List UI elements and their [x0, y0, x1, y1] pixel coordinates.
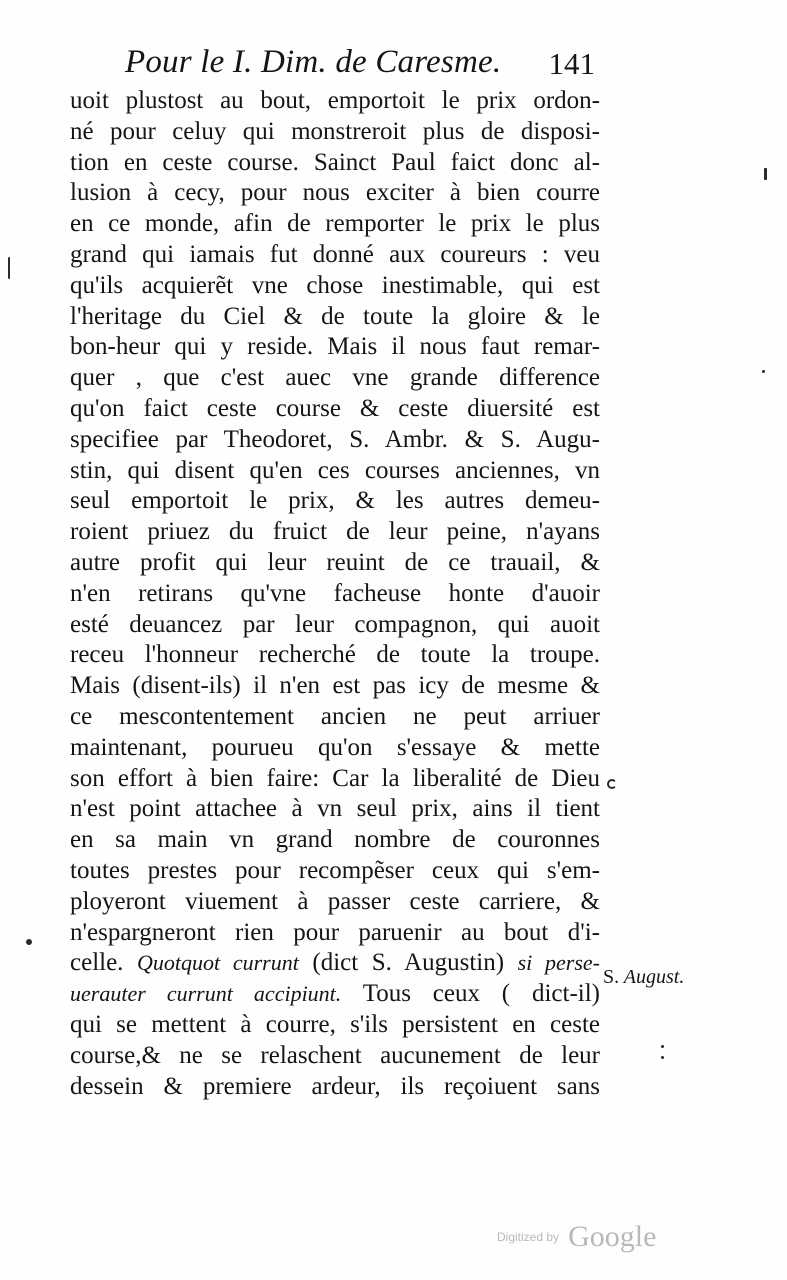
text-line: receu l'honneur recherché de toute la troupe. [70, 641, 600, 669]
text-line: toutes prestes pour recompẽser ceux qui s'em- [70, 856, 600, 884]
text-line: specifiee par Theodoret, S. Ambr. & S. Augu- [70, 425, 600, 453]
latin-line [70, 979, 600, 1010]
ink-speck [661, 1045, 664, 1048]
page-number: 141 [548, 46, 595, 81]
quotation-line [70, 948, 600, 979]
text-line: l'heritage du Ciel & de toute la gloire & le [70, 302, 600, 330]
ink-speck [607, 779, 617, 789]
marginal-note [603, 966, 684, 989]
text-line: dessein & premiere ardeur, ils reçoiuent sans [70, 1072, 600, 1100]
digitized-watermark [497, 1220, 656, 1254]
text-line: son effort à bien faire: Car la liberalité de Dieu [70, 764, 600, 792]
latin-quotation-end: uerauter currunt accipiunt. [70, 981, 342, 1007]
ink-speck [764, 168, 767, 180]
text-line: maintenant, pourueu qu'on s'essaye & mette [70, 733, 600, 761]
text-line: qui se mettent à courre, s'ils persistent en ceste [70, 1010, 600, 1038]
text-line: grand qui iamais fut donné aux coureurs : veu [70, 240, 600, 268]
text-line: ce mescontentement ancien ne peut arriuer [70, 702, 600, 730]
text-line: ployeront viuement à passer ceste carriere, & [70, 887, 600, 915]
text-line: Mais (disent-ils) il n'en est pas icy de mesme & [70, 672, 600, 700]
text-line: qu'on faict ceste course & ceste diuersité est [70, 394, 600, 422]
latin-quotation-continued: si perse- [517, 950, 601, 976]
text-line: autre profit qui leur reuint de ce trauail, & [70, 548, 600, 576]
text-line: qu'ils acquierẽt vne chose inestimable, qui est [70, 271, 600, 299]
text-line: stin, qui disent qu'en ces courses anciennes, vn [70, 456, 600, 484]
text-line: bon-heur qui y reside. Mais il nous faut remar- [70, 333, 600, 361]
text-line: tion en ceste course. Sainct Paul faict donc al- [70, 148, 600, 176]
ink-speck [661, 1056, 664, 1059]
text-line: lusion à cecy, pour nous exciter à bien courre [70, 179, 600, 207]
text-line: esté deuancez par leur compagnon, qui auoit [70, 610, 600, 638]
text-line: seul emportoit le prix, & les autres demeu- [70, 487, 600, 515]
text-line: course,& ne se relaschent aucunement de leur [70, 1041, 600, 1069]
text-line: en sa main vn grand nombre de couronnes [70, 826, 600, 854]
digitized-by-label: Digitized by [497, 1230, 560, 1244]
text-line: n'espargneront rien pour paruenir au bout d'i- [70, 918, 600, 946]
text-line: quer , que c'est auec vne grande difference [70, 364, 600, 392]
google-logo: Google [568, 1220, 657, 1253]
body-text [70, 86, 600, 1102]
text-line: uoit plustost au bout, emportoit le prix ordon- [70, 87, 600, 114]
quotation-lead: celle. [70, 949, 124, 977]
quotation-attribution: (dict S. Augustin) [312, 949, 505, 977]
marginal-note-name: August. [623, 966, 685, 988]
page-header [125, 44, 595, 90]
text-line: roient priuez du fruict de leur peine, n'ayans [70, 518, 600, 546]
ink-speck [8, 257, 10, 279]
running-head: Pour le I. Dim. de Caresme. [125, 44, 502, 80]
latin-quotation: Quotquot currunt [136, 950, 299, 976]
translation-start: Tous ceux ( dict-il) [362, 980, 600, 1008]
text-line: n'est point attachee à vn seul prix, ains il tient [70, 795, 600, 823]
text-line: né pour celuy qui monstreroit plus de disposi- [70, 117, 600, 145]
text-line: n'en retirans qu'vne facheuse honte d'auoir [70, 579, 600, 607]
text-line: en ce monde, afin de remporter le prix le plus [70, 210, 600, 238]
marginal-note-saint: S. [603, 966, 620, 988]
ink-speck [762, 370, 765, 373]
ink-speck [26, 939, 32, 945]
